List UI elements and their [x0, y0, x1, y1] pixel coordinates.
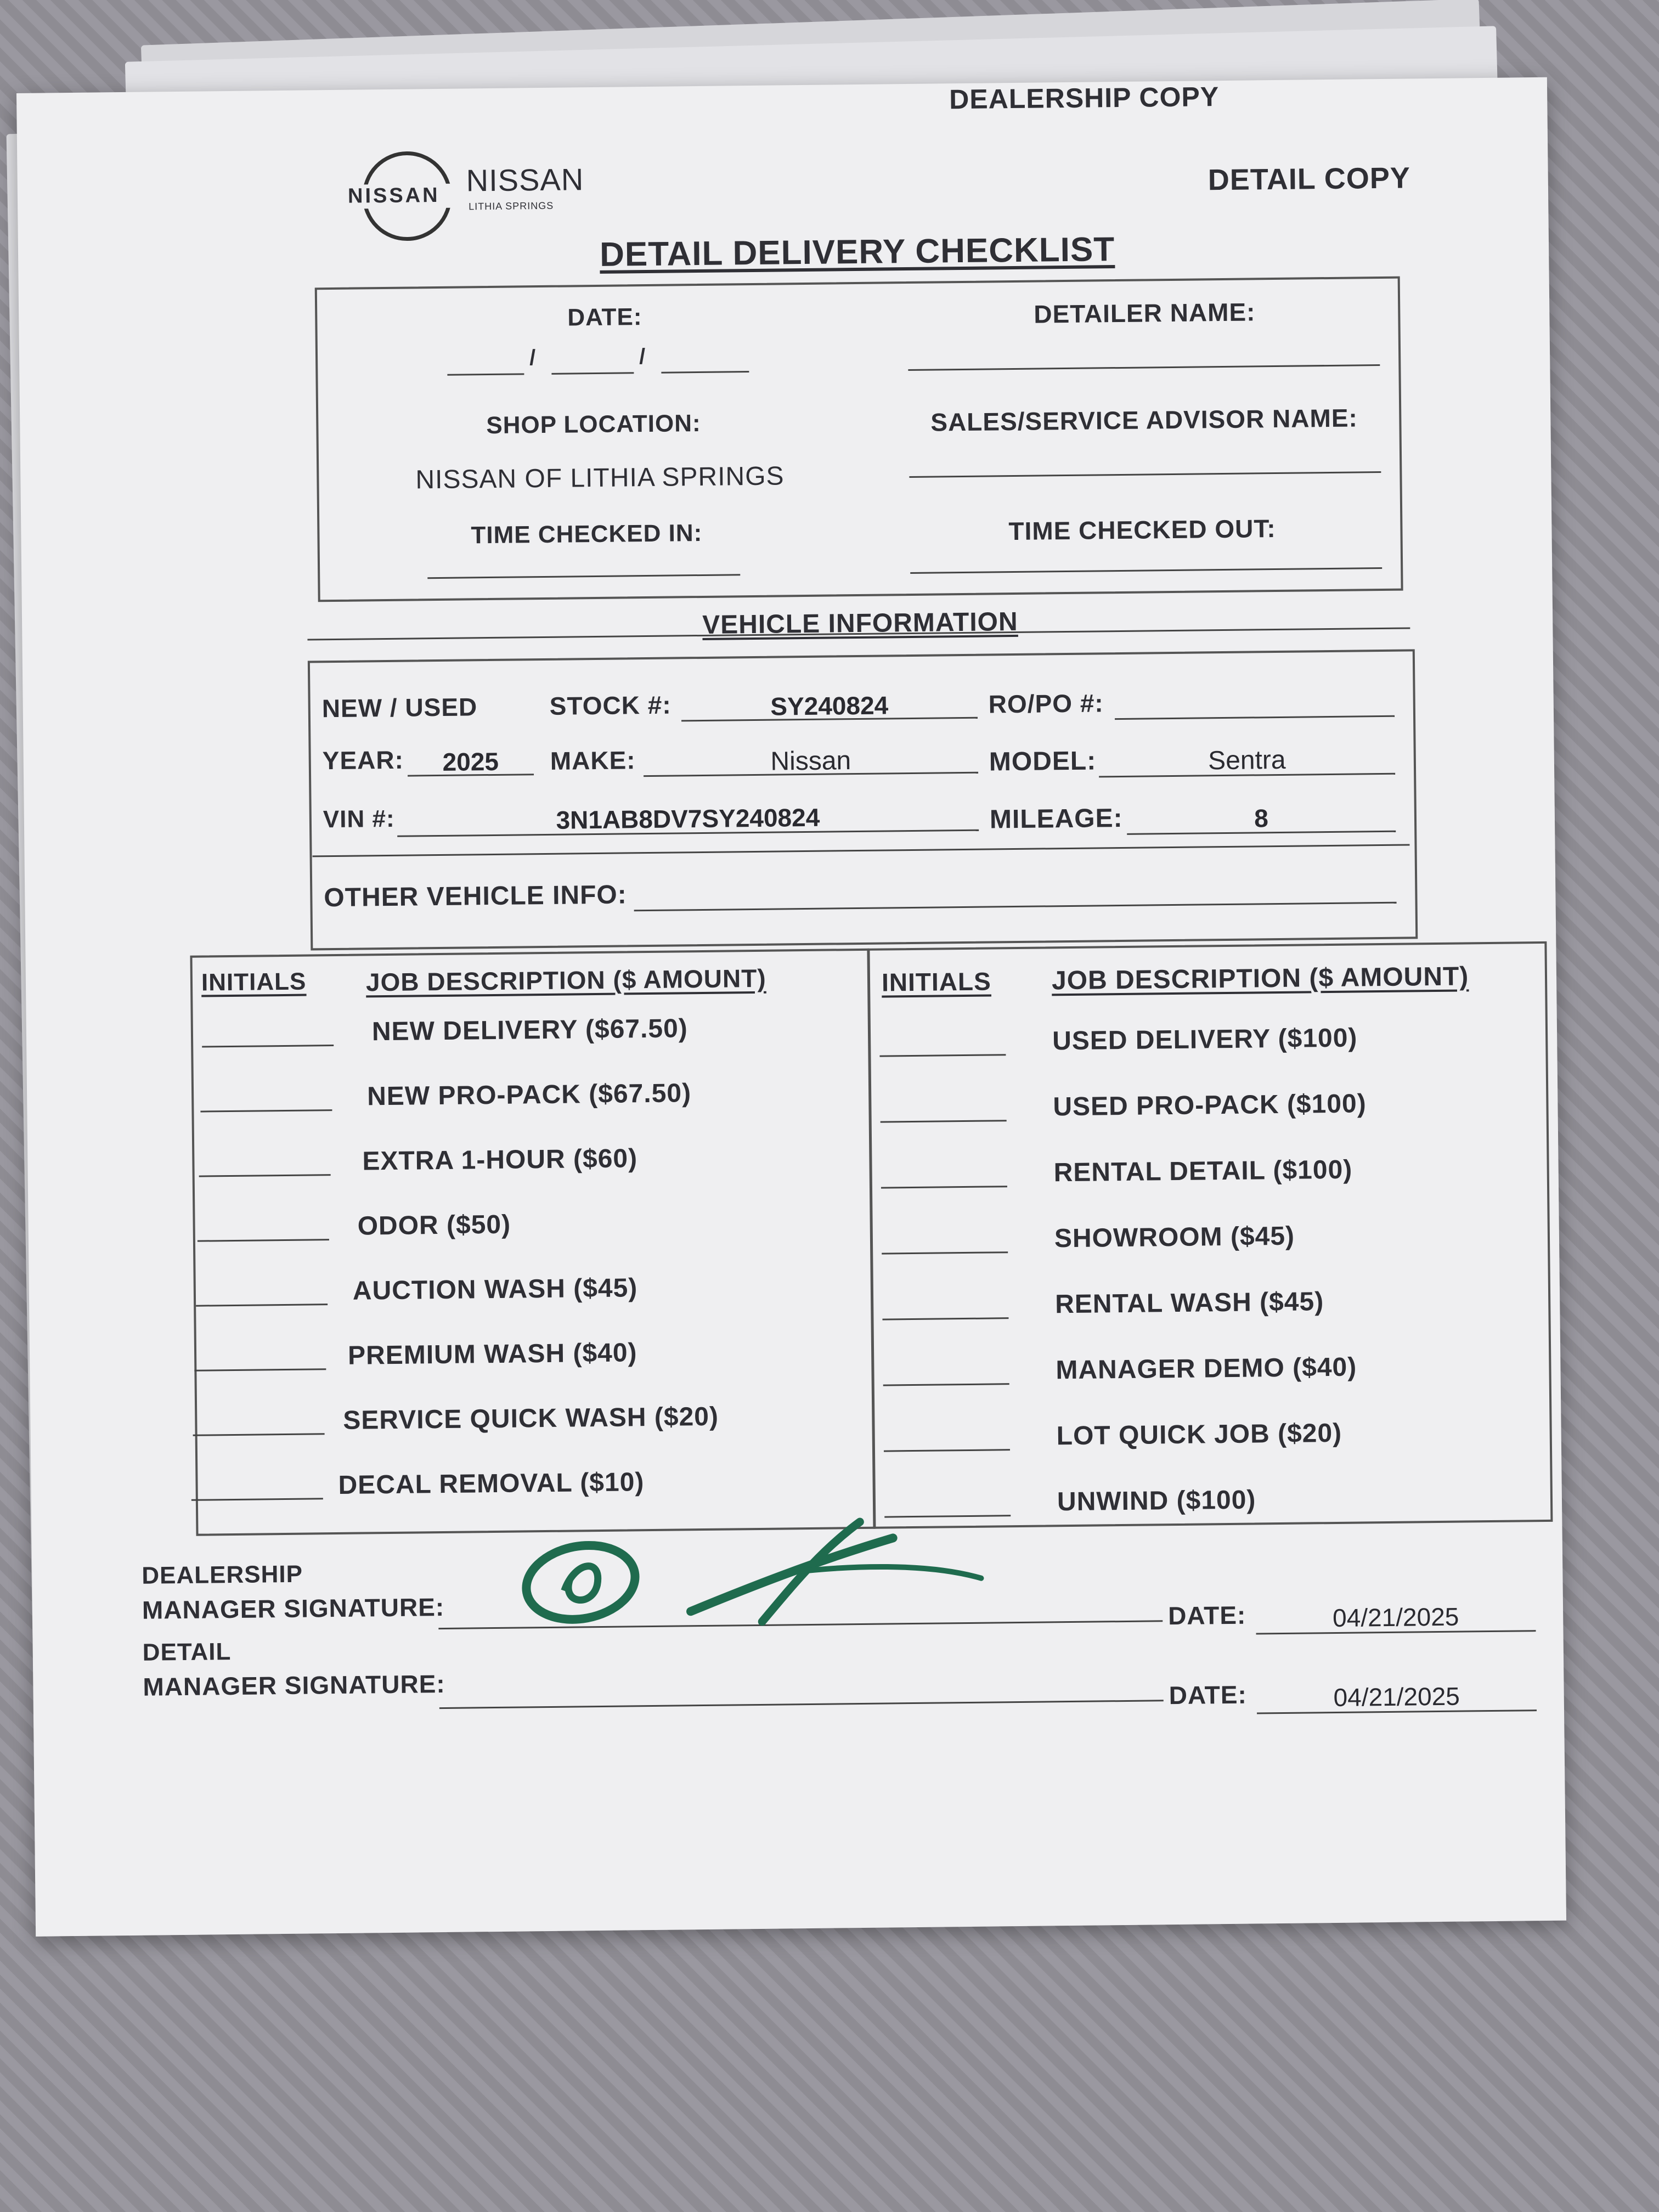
right-job-item: UNWIND ($100): [1057, 1485, 1256, 1517]
detail-sig-label-2: MANAGER SIGNATURE:: [143, 1669, 445, 1701]
time-in-label: TIME CHECKED IN:: [471, 519, 703, 549]
detail-signature-line: [439, 1700, 1164, 1709]
detail-copy-label: DETAIL COPY: [1207, 161, 1411, 197]
left-initials-header: INITIALS: [201, 968, 307, 996]
logo-subtitle: LITHIA SPRINGS: [469, 200, 554, 212]
vin-label: VIN #:: [323, 805, 395, 833]
checklist-page: [16, 77, 1566, 1937]
dealer-date-label: DATE:: [1167, 1600, 1246, 1630]
right-job-item: LOT QUICK JOB ($20): [1056, 1418, 1342, 1451]
stock-value: SY240824: [770, 691, 889, 721]
vin-value: 3N1AB8DV7SY240824: [556, 803, 820, 834]
left-job-item: NEW PRO-PACK ($67.50): [366, 1079, 692, 1111]
page-title: DETAIL DELIVERY CHECKLIST: [599, 230, 1115, 274]
detail-date-value: 04/21/2025: [1333, 1681, 1460, 1712]
left-job-item: ODOR ($50): [357, 1210, 511, 1241]
shop-location-value: NISSAN OF LITHIA SPRINGS: [415, 461, 785, 495]
ropo-label: RO/PO #:: [988, 689, 1104, 719]
advisor-name-label: SALES/SERVICE ADVISOR NAME:: [930, 403, 1358, 437]
logo-badge-text: NISSAN: [347, 183, 440, 208]
detailer-name-label: DETAILER NAME:: [1034, 297, 1256, 329]
right-description-header: JOB DESCRIPTION ($ AMOUNT): [1051, 962, 1469, 996]
year-value: 2025: [442, 747, 499, 776]
make-label: MAKE:: [550, 746, 636, 775]
shop-location-label: SHOP LOCATION:: [486, 409, 701, 439]
detail-date-label: DATE:: [1169, 1680, 1248, 1710]
left-job-item: PREMIUM WASH ($40): [347, 1338, 637, 1370]
left-job-item: EXTRA 1-HOUR ($60): [362, 1144, 638, 1176]
logo-brand-name: NISSAN: [466, 162, 584, 198]
model-value: Sentra: [1207, 745, 1286, 776]
time-out-label: TIME CHECKED OUT:: [1008, 514, 1276, 546]
dealership-copy-label: DEALERSHIP COPY: [949, 81, 1220, 115]
date-slash-1: /: [529, 346, 537, 370]
detail-sig-label-1: DETAIL: [142, 1638, 232, 1666]
handwritten-signature: [509, 1503, 1114, 1652]
mileage-value: 8: [1254, 804, 1269, 833]
date-slash-2: /: [639, 345, 646, 369]
right-job-item: RENTAL WASH ($45): [1054, 1287, 1324, 1319]
right-job-item: RENTAL DETAIL ($100): [1053, 1155, 1353, 1188]
nissan-logo: [346, 144, 654, 246]
right-job-item: USED DELIVERY ($100): [1052, 1023, 1358, 1056]
right-initials-header: INITIALS: [881, 967, 991, 997]
right-job-item: USED PRO-PACK ($100): [1053, 1089, 1367, 1122]
right-job-item: MANAGER DEMO ($40): [1056, 1352, 1357, 1385]
date-label: DATE:: [567, 303, 642, 331]
dealer-date-value: 04/21/2025: [1332, 1602, 1459, 1633]
left-job-item: DECAL REMOVAL ($10): [338, 1468, 645, 1500]
new-used-label: NEW / USED: [321, 692, 478, 723]
dealer-sig-label-2: MANAGER SIGNATURE:: [142, 1592, 445, 1624]
left-job-item: AUCTION WASH ($45): [352, 1273, 638, 1306]
year-label: YEAR:: [322, 745, 404, 775]
other-info-label: OTHER VEHICLE INFO:: [324, 880, 627, 913]
left-description-header: JOB DESCRIPTION ($ AMOUNT): [365, 963, 766, 997]
mileage-label: MILEAGE:: [989, 803, 1123, 834]
stock-label: STOCK #:: [549, 690, 672, 720]
left-job-item: NEW DELIVERY ($67.50): [371, 1014, 689, 1047]
make-value: Nissan: [770, 746, 851, 776]
left-job-item: SERVICE QUICK WASH ($20): [343, 1402, 719, 1435]
dealer-sig-label-1: DEALERSHIP: [142, 1560, 303, 1589]
model-label: MODEL:: [989, 746, 1097, 777]
vehicle-info-heading: VEHICLE INFORMATION: [702, 607, 1018, 640]
right-job-item: SHOWROOM ($45): [1054, 1221, 1295, 1254]
